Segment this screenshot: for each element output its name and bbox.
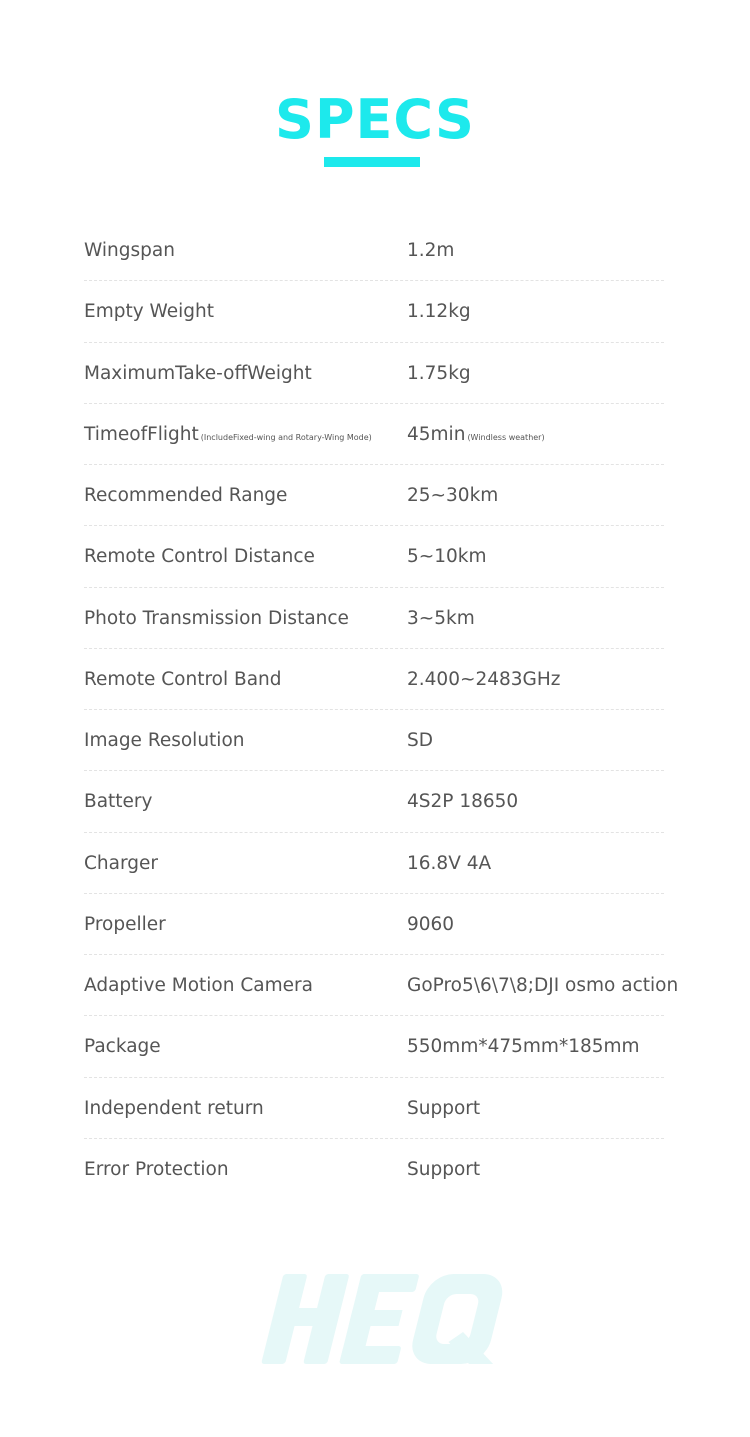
spec-row-max-takeoff-weight <box>84 343 664 404</box>
spec-label-note: (IncludeFixed-wing and Rotary-Wing Mode) <box>200 432 372 442</box>
spec-label: Error Protection <box>84 1158 229 1180</box>
spec-value: Support <box>407 1158 481 1180</box>
spec-label: Remote Control Band <box>84 668 282 690</box>
spec-value: Support <box>407 1097 481 1119</box>
spec-row-wingspan <box>84 220 664 281</box>
spec-row-error-protection <box>84 1139 664 1200</box>
specs-table <box>84 220 679 1200</box>
spec-value: GoPro5\6\7\8;DJI osmo action <box>407 975 679 996</box>
spec-row-time-of-flight <box>84 404 664 465</box>
spec-row-photo-transmission-distance <box>84 588 664 649</box>
spec-row-remote-control-band <box>84 649 664 710</box>
spec-value: 3~5km <box>407 607 475 629</box>
spec-row-remote-control-distance <box>84 526 664 587</box>
spec-label: Recommended Range <box>84 485 288 506</box>
page-title: SPECS <box>275 88 475 151</box>
heq-logo <box>245 1268 505 1370</box>
spec-label-wrap <box>84 404 372 465</box>
spec-row-independent-return <box>84 1078 664 1139</box>
spec-label: Adaptive Motion Camera <box>84 975 313 996</box>
spec-value-wrap <box>407 404 545 465</box>
spec-label: Empty Weight <box>84 301 214 323</box>
spec-value: 16.8V 4A <box>407 852 492 874</box>
spec-row-empty-weight <box>84 281 664 342</box>
spec-label: Wingspan <box>84 240 175 261</box>
spec-row-propeller <box>84 894 664 955</box>
spec-row-adaptive-motion-camera <box>84 955 679 1016</box>
spec-value: 25~30km <box>407 485 499 506</box>
spec-label: Independent return <box>84 1097 264 1119</box>
spec-row-charger <box>84 833 664 894</box>
spec-label: Charger <box>84 852 158 874</box>
spec-value: 5~10km <box>407 546 487 568</box>
spec-value-note: (Windless weather) <box>467 432 545 442</box>
spec-row-recommended-range <box>84 465 664 526</box>
title-underline <box>324 157 420 167</box>
spec-value: 550mm*475mm*185mm <box>407 1036 640 1058</box>
spec-value: 1.12kg <box>407 301 471 323</box>
spec-label: MaximumTake-offWeight <box>84 362 312 384</box>
spec-row-image-resolution <box>84 710 664 771</box>
spec-label: Image Resolution <box>84 730 245 751</box>
spec-row-package <box>84 1016 664 1077</box>
spec-label: Package <box>84 1036 161 1058</box>
spec-label: Remote Control Distance <box>84 546 315 568</box>
spec-value: 2.400~2483GHz <box>407 668 561 690</box>
spec-value: 9060 <box>407 913 455 935</box>
spec-label: Battery <box>84 791 153 813</box>
spec-label-text: TimeofFlight <box>84 423 199 445</box>
spec-value: SD <box>407 730 433 751</box>
spec-value-text: 45min <box>407 423 466 445</box>
spec-label: Photo Transmission Distance <box>84 607 349 629</box>
spec-value: 1.75kg <box>407 362 471 384</box>
spec-value: 4S2P 18650 <box>407 791 519 813</box>
spec-value: 1.2m <box>407 240 455 261</box>
spec-label: Propeller <box>84 913 166 935</box>
spec-row-battery <box>84 771 664 832</box>
